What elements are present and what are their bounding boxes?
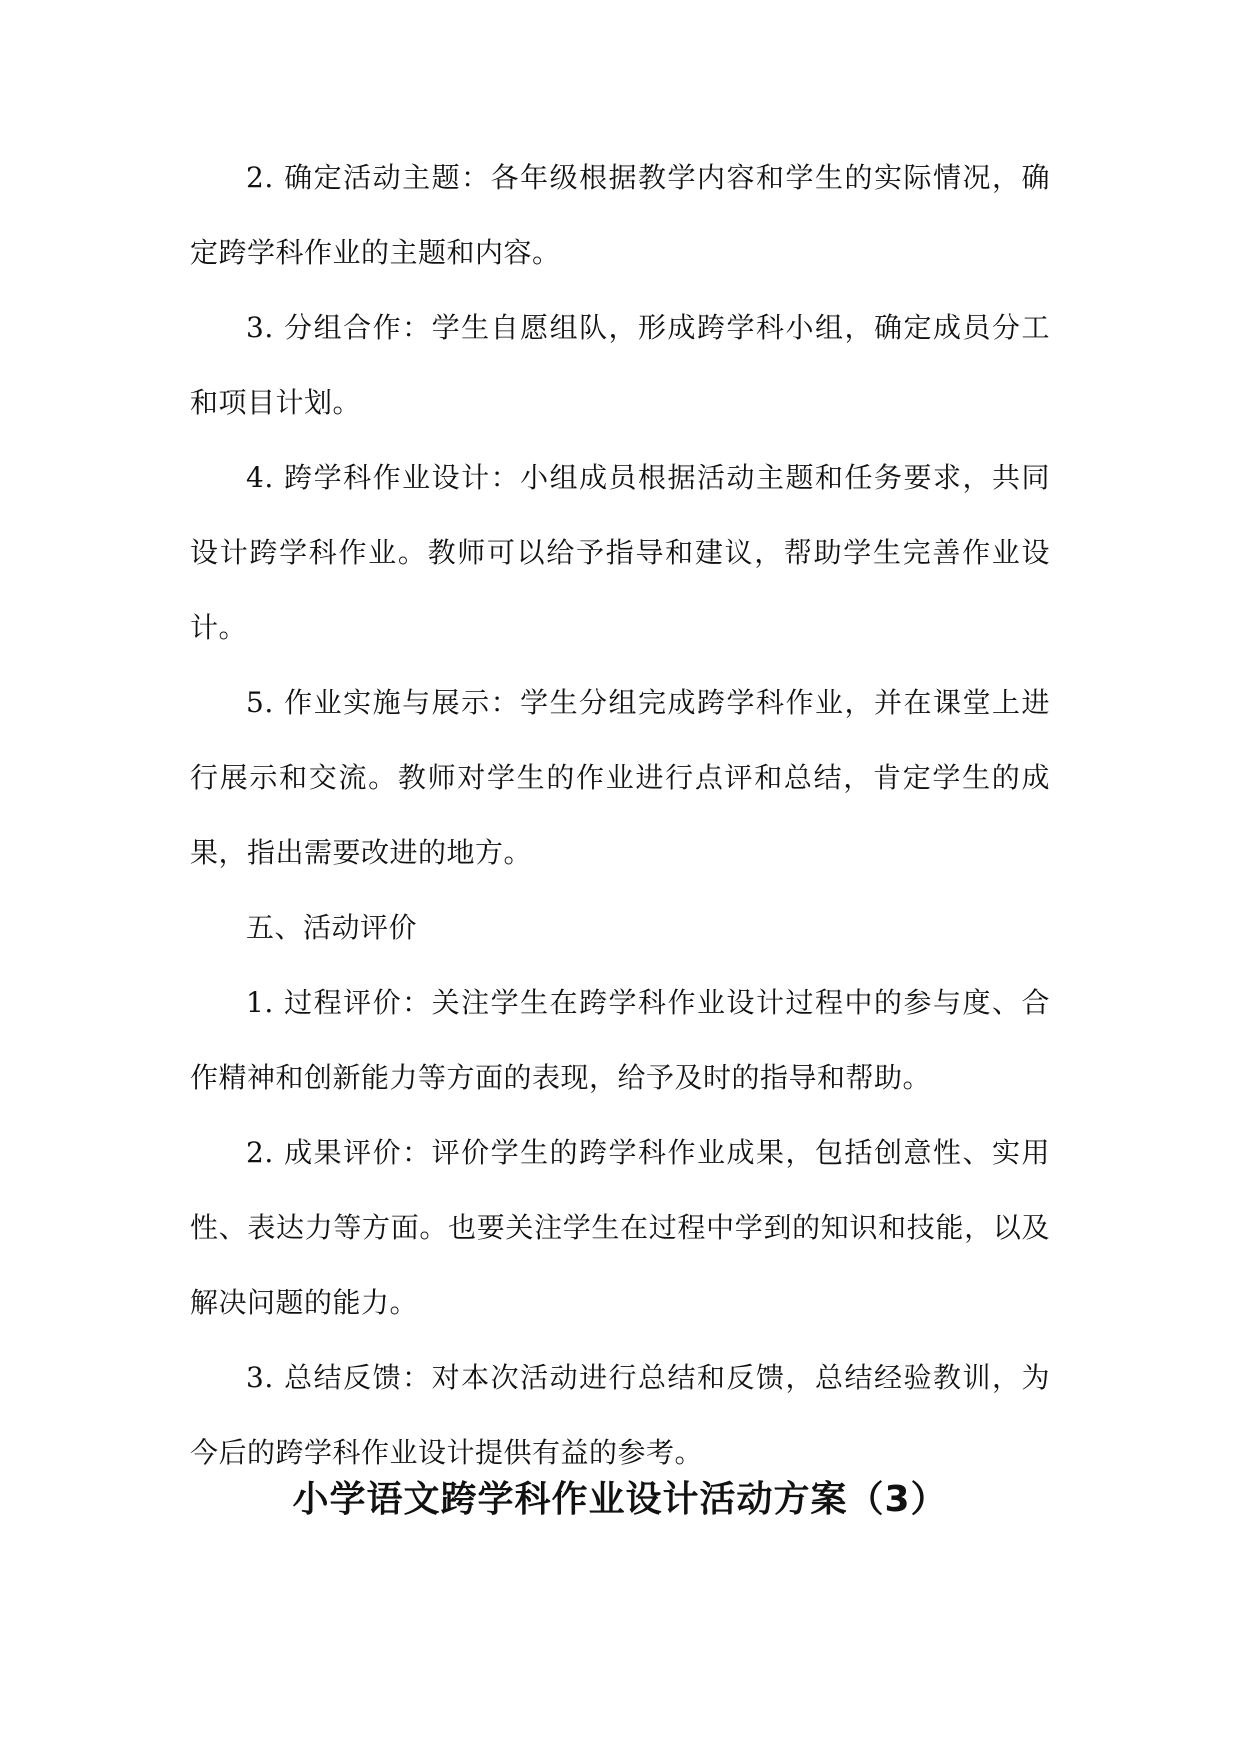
paragraph-eval-1: 1. 过程评价：关注学生在跨学科作业设计过程中的参与度、合作精神和创新能力等方面的表现，给予及时的指导和帮助。 bbox=[190, 986, 1050, 1094]
paragraph-eval-3: 3. 总结反馈：对本次活动进行总结和反馈，总结经验教训，为今后的跨学科作业设计提供有益的参考。 bbox=[190, 1361, 1050, 1469]
next-section-title: 小学语文跨学科作业设计活动方案（3） bbox=[292, 1479, 948, 1520]
paragraph-step-3: 3. 分组合作：学生自愿组队，形成跨学科小组，确定成员分工和项目计划。 bbox=[190, 311, 1050, 419]
paragraph-step-4: 4. 跨学科作业设计：小组成员根据活动主题和任务要求，共同设计跨学科作业。教师可以给予指导和建议，帮助学生完善作业设计。 bbox=[190, 461, 1050, 644]
document-body bbox=[190, 140, 1050, 1490]
paragraph-step-2: 2. 确定活动主题：各年级根据教学内容和学生的实际情况，确定跨学科作业的主题和内容。 bbox=[190, 161, 1050, 269]
paragraph-step-5: 5. 作业实施与展示：学生分组完成跨学科作业，并在课堂上进行展示和交流。教师对学生的作业进行点评和总结，肯定学生的成果，指出需要改进的地方。 bbox=[190, 686, 1050, 869]
paragraph-eval-2: 2. 成果评价：评价学生的跨学科作业成果，包括创意性、实用性、表达力等方面。也要关注学生在过程中学到的知识和技能，以及解决问题的能力。 bbox=[190, 1136, 1050, 1319]
section-heading-evaluation: 五、活动评价 bbox=[246, 911, 418, 944]
